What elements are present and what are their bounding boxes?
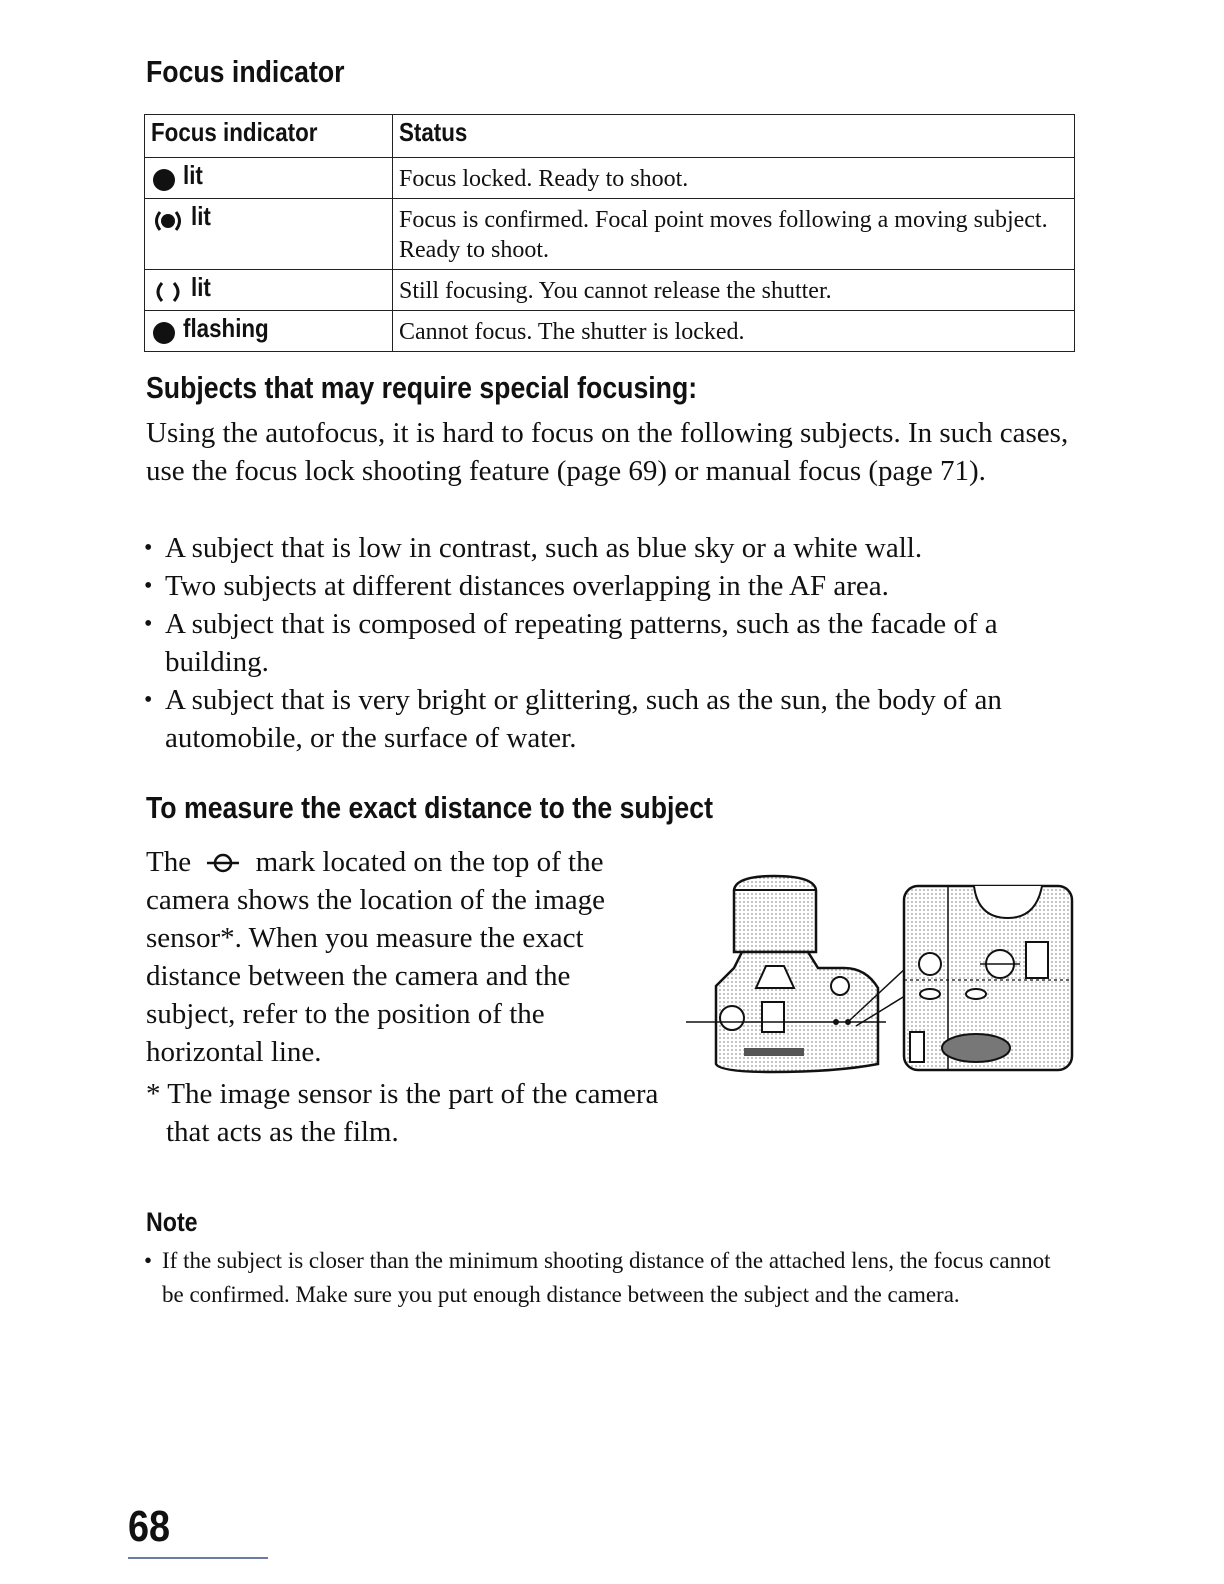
- indicator-cell: [145, 158, 393, 199]
- indicator-label: lit: [183, 160, 203, 190]
- header-status: Status: [393, 115, 1075, 158]
- solid-dot-icon: [151, 320, 177, 346]
- list-item: • If the subject is closer than the minimum shooting distance of the attached lens, the focus cannot be confirmed. Make sure you put enough distance between the subject and the camera.: [144, 1244, 1074, 1312]
- list-item: • A subject that is very bright or glittering, such as the sun, the body of an automobile, or the surface of water.: [144, 681, 1084, 757]
- subjects-heading: Subjects that may require special focusing:: [146, 370, 698, 405]
- indicator-cell: [145, 311, 393, 352]
- status-cell: Still focusing. You cannot release the shutter.: [393, 270, 1075, 311]
- measure-text-before: The: [146, 846, 192, 878]
- status-cell: Focus locked. Ready to shoot.: [393, 158, 1075, 199]
- page-number-rule: [128, 1557, 268, 1559]
- indicator-label: flashing: [183, 313, 269, 343]
- camera-top-illustration: [686, 868, 1076, 1078]
- indicator-cell: [145, 199, 393, 270]
- table-header-row: [145, 115, 1075, 158]
- indicator-label: lit: [191, 272, 211, 302]
- footnote: * The image sensor is the part of the camera that acts as the film.: [146, 1078, 659, 1148]
- dot-with-brackets-icon: [151, 208, 185, 234]
- table-row: [145, 270, 1075, 311]
- list-item: • A subject that is low in contrast, such as blue sky or a white wall.: [144, 529, 1084, 567]
- note-heading: Note: [146, 1207, 198, 1237]
- measure-paragraph: [146, 843, 646, 1071]
- subjects-list: [144, 529, 1084, 757]
- table-row: [145, 158, 1075, 199]
- indicator-cell: [145, 270, 393, 311]
- subjects-intro: Using the autofocus, it is hard to focus on the following subjects. In such cases, use the focus lock shooting feature (page 69) or manual focus (page 71).: [146, 417, 1069, 487]
- table-row: [145, 199, 1075, 270]
- header-focus-indicator: Focus indicator: [145, 115, 393, 158]
- status-cell: Cannot focus. The shutter is locked.: [393, 311, 1075, 352]
- status-cell: Focus is confirmed. Focal point moves following a moving subject. Ready to shoot.: [393, 199, 1075, 270]
- note-list: [144, 1244, 1074, 1312]
- page-number: 68: [128, 1502, 171, 1551]
- measure-heading: To measure the exact distance to the subject: [146, 790, 713, 825]
- indicator-label: lit: [191, 201, 211, 231]
- table-row: [145, 311, 1075, 352]
- camera-detail-inset-icon: [904, 886, 1072, 1070]
- list-item: • A subject that is composed of repeating patterns, such as the facade of a building.: [144, 605, 1084, 681]
- measure-text-after: mark located on the top of the camera shows the location of the image sensor*. When you measure the exact distance between the camera and the subject, refer to the position of the horizontal line.: [146, 846, 606, 1068]
- image-sensor-mark-icon: [206, 852, 240, 874]
- camera-body-icon: [686, 876, 886, 1072]
- list-item: • Two subjects at different distances overlapping in the AF area.: [144, 567, 1084, 605]
- brackets-icon: [151, 279, 185, 305]
- focus-indicator-table: [144, 114, 1075, 352]
- section-title: Focus indicator: [146, 54, 345, 89]
- solid-dot-icon: [151, 167, 177, 193]
